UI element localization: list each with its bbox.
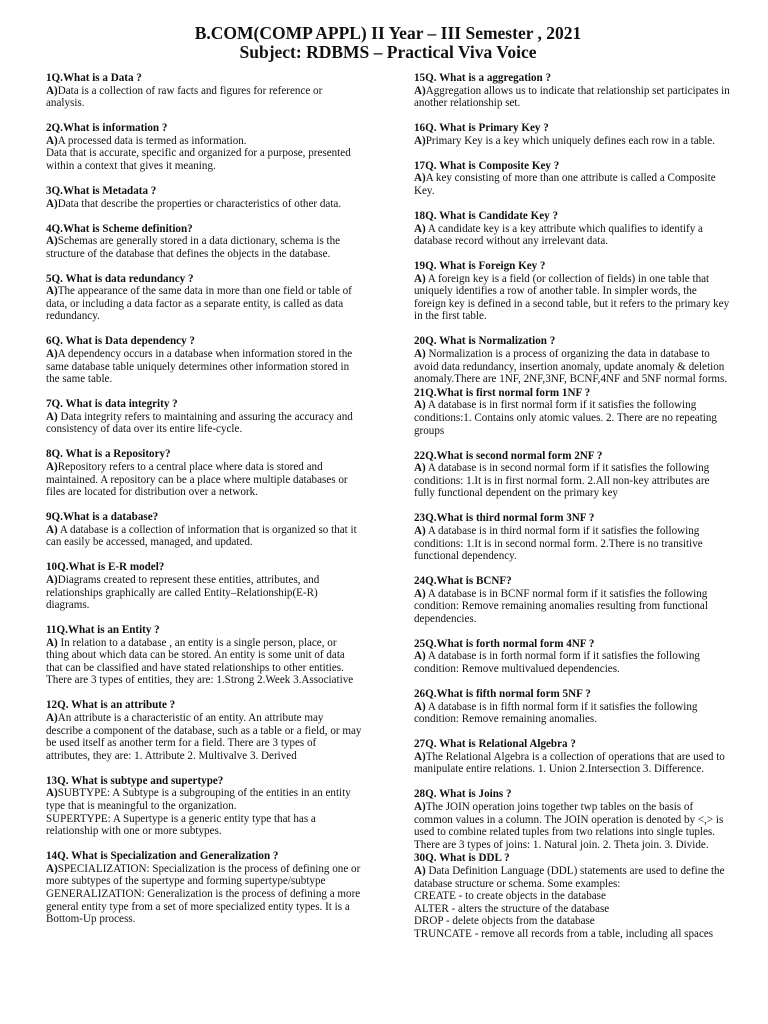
answer-text: Aggregation allows us to indicate that relationship set participates in another relationship set.	[414, 84, 730, 110]
question: 13Q. What is subtype and supertype?	[46, 774, 224, 787]
answer-line	[414, 928, 730, 941]
question: 9Q.What is a database?	[46, 511, 159, 524]
answer-line	[414, 915, 730, 928]
question: 8Q. What is a Repository?	[46, 448, 171, 461]
question: 12Q. What is an attribute ?	[46, 699, 176, 712]
answer	[46, 198, 362, 211]
answer-prefix: A)	[414, 750, 426, 763]
question: 4Q.What is Scheme definition?	[46, 222, 193, 235]
answer-prefix: A)	[46, 410, 58, 423]
answer-prefix: A)	[414, 587, 426, 600]
question: 1Q.What is a Data ?	[46, 72, 142, 84]
qa-columns	[46, 72, 730, 953]
answer-text: The appearance of the same data in more than one field or table of data, or including a data factor as a separate entity, is called as data redundancy.	[46, 285, 352, 323]
answer	[414, 85, 730, 110]
qa-item	[414, 738, 730, 776]
answer-prefix: A)	[46, 235, 58, 248]
answer-text: A database is in forth normal form if it satisfies the following condition: Remove multivalued dependencies.	[414, 650, 700, 676]
answer-text: A key consisting of more than one attribute is called a Composite Key.	[414, 172, 716, 197]
answer-prefix: A)	[414, 272, 426, 285]
qa-item	[414, 788, 730, 851]
answer-text: Primary Key is a key which uniquely defines each row in a table.	[425, 134, 715, 147]
qa-item	[46, 398, 362, 436]
answer-text: A database is in first normal form if it satisfies the following conditions:1. Contains only atomic values. 2. There are no repeating groups	[414, 399, 717, 437]
answer-text: The JOIN operation joins together twp tables on the basis of common values in a column. The JOIN operation is denoted by <,> is used to combine related tuples from two relations into single tuples. There are 3 types of joins: 1. Natural join. 2. Theta join. 3. Divide.	[414, 801, 724, 851]
answer-prefix: A)	[414, 462, 426, 475]
answer-text: ALTER - alters the structure of the database	[414, 902, 610, 915]
qa-item	[414, 387, 730, 437]
answer-prefix: A)	[46, 787, 58, 800]
qa-item	[46, 185, 362, 210]
question: 28Q. What is Joins ?	[414, 788, 512, 801]
right-column	[414, 72, 730, 953]
answer-text: SPECIALIZATION: Specialization is the process of defining one or more subtypes of the supertype and forming supertype/subtype	[46, 862, 361, 888]
document-header	[46, 24, 730, 62]
answer	[46, 135, 362, 148]
qa-item	[414, 260, 730, 323]
answer	[46, 461, 362, 499]
answer	[46, 712, 362, 762]
answer-prefix: A)	[414, 700, 426, 713]
qa-item	[414, 210, 730, 248]
answer-prefix: A)	[414, 864, 426, 877]
answer	[46, 524, 362, 549]
answer-text: Data that is accurate, specific and organized for a purpose, presented within a context that gives it meaning.	[46, 147, 351, 172]
answer	[414, 399, 730, 437]
answer-text: A database is in BCNF normal form if it satisfies the following condition: Remove remaining anomalies resulting from functional dependencies.	[414, 587, 708, 625]
answer	[46, 235, 362, 260]
question: 30Q. What is DDL ?	[414, 852, 510, 865]
qa-item	[46, 511, 362, 549]
question: 2Q.What is information ?	[46, 122, 168, 135]
answer-prefix: A)	[414, 348, 426, 361]
answer-text: Data is a collection of raw facts and figures for reference or analysis.	[46, 84, 323, 110]
answer	[46, 285, 362, 323]
answer-text: CREATE - to create objects in the database	[414, 890, 606, 903]
answer-prefix: A)	[46, 460, 58, 473]
qa-item	[414, 122, 730, 147]
answer-text: SUPERTYPE: A Supertype is a generic entity type that has a relationship with one or more subtypes.	[46, 812, 316, 838]
qa-item	[414, 852, 730, 940]
answer	[414, 588, 730, 626]
qa-item	[414, 512, 730, 562]
answer	[414, 462, 730, 500]
question: 18Q. What is Candidate Key ?	[414, 209, 559, 222]
answer-text: Repository refers to a central place where data is stored and maintained. A repository can be a place where multiple databases or files are located for distribution over a network.	[46, 460, 348, 499]
question: 5Q. What is data redundancy ?	[46, 272, 194, 285]
answer-prefix: A)	[46, 348, 58, 361]
answer-text: A candidate key is a key attribute which qualifies to identify a database record without any irrelevant data.	[414, 222, 703, 248]
answer-prefix: A)	[46, 197, 58, 210]
qa-item	[414, 575, 730, 625]
question: 14Q. What is Specialization and Generalization ?	[46, 850, 279, 863]
answer-text: Data integrity refers to maintaining and assuring the accuracy and consistency of data over its entire life-cycle.	[46, 410, 353, 436]
qa-item	[46, 273, 362, 323]
answer	[46, 348, 362, 386]
answer-text: GENERALIZATION: Generalization is the process of defining a more general entity type from a set of more specialized entity types. It is a Bottom-Up process.	[46, 887, 361, 926]
answer-prefix: A)	[414, 222, 426, 235]
question: 23Q.What is third normal form 3NF ?	[414, 512, 595, 525]
question: 25Q.What is forth normal form 4NF ?	[414, 637, 595, 650]
qa-item	[46, 122, 362, 172]
answer	[46, 574, 362, 612]
answer	[46, 85, 362, 110]
answer	[414, 273, 730, 323]
answer-text: A foreign key is a field (or collection of fields) in one table that uniquely identifies a row of another table. In simpler words, the foreign key is defined in a second table, but it refers to the primary key in the first table.	[414, 272, 730, 323]
answer-text: An attribute is a characteristic of an entity. An attribute may describe a component of the database, such as a table or a field, or may be used itself as another term for a field. There are 3 types of attributes, they are: 1. Attribute 2. Multivalve 3. Derived	[46, 712, 362, 762]
qa-item	[46, 699, 362, 762]
question: 27Q. What is Relational Algebra ?	[414, 738, 576, 751]
question: 10Q.What is E-R model?	[46, 561, 165, 574]
qa-item	[46, 850, 362, 926]
question: 19Q. What is Foreign Key ?	[414, 260, 546, 273]
qa-item	[414, 450, 730, 500]
answer-text: A database is in fifth normal form if it satisfies the following condition: Remove remaining anomalies.	[414, 700, 698, 726]
answer-text: Diagrams created to represent these entities, attributes, and relationships graphically are called Entity–Relationship(E-R) diagrams.	[46, 573, 320, 612]
answer	[414, 172, 730, 197]
answer-prefix: A)	[414, 801, 426, 813]
answer-text: A database is in third normal form if it satisfies the following conditions: 1.It is in second normal form. 2.There is no transitive functional dependency.	[414, 524, 703, 563]
answer-text: Data that describe the properties or characteristics of other data.	[57, 197, 342, 210]
answer-line	[46, 813, 362, 838]
question: 16Q. What is Primary Key ?	[414, 122, 549, 135]
question: 24Q.What is BCNF?	[414, 575, 512, 588]
answer-line	[414, 903, 730, 916]
answer-prefix: A)	[414, 524, 426, 537]
answer-prefix: A)	[414, 134, 426, 147]
answer-prefix: A)	[414, 84, 426, 97]
header-subject: Subject: RDBMS – Practical Viva Voice	[239, 42, 537, 62]
answer	[46, 637, 362, 687]
answer	[414, 525, 730, 563]
answer-prefix: A)	[46, 134, 58, 147]
qa-item	[46, 335, 362, 385]
answer	[414, 348, 730, 386]
question: 22Q.What is second normal form 2NF ?	[414, 449, 603, 462]
answer	[46, 411, 362, 436]
question: 3Q.What is Metadata ?	[46, 184, 157, 197]
answer	[414, 701, 730, 726]
answer-line	[46, 888, 362, 926]
question: 11Q.What is an Entity ?	[46, 624, 160, 637]
answer	[414, 135, 730, 148]
answer-prefix: A)	[46, 862, 58, 875]
answer-text: A database is a collection of information that is organized so that it can easily be accessed, managed, and updated.	[46, 523, 357, 549]
answer-text: SUBTYPE: A Subtype is a subgrouping of the entities in an entity type that is meaningful to the organization.	[46, 787, 351, 812]
answer-text: In relation to a database , an entity is a single person, place, or thing about which data can be stored. An entity is some unit of data that can be classified and have stated relationships to other entities. There are 3 types of entities, they are: 1.Strong 2.Week 3.Associative	[46, 636, 354, 687]
answer-prefix: A)	[414, 399, 426, 412]
answer-text: Schemas are generally stored in a data dictionary, schema is the structure of the database that defines the objects in the database.	[46, 235, 341, 260]
answer-text: The Relational Algebra is a collection of operations that are used to manipulate entire relations. 1. Union 2.Intersection 3. Difference.	[414, 750, 725, 776]
answer-text: TRUNCATE - remove all records from a table, including all spaces	[414, 927, 714, 940]
qa-item	[414, 335, 730, 385]
answer-text: DROP - delete objects from the database	[414, 915, 595, 928]
answer-prefix: A)	[46, 285, 58, 298]
answer	[414, 801, 730, 851]
header-title: B.COM(COMP APPL) II Year – III Semester , 2021	[194, 23, 582, 43]
qa-item	[414, 72, 730, 110]
question: 20Q. What is Normalization ?	[414, 335, 556, 348]
answer	[46, 863, 362, 888]
qa-item	[46, 775, 362, 838]
answer-line	[46, 147, 362, 172]
answer-prefix: A)	[46, 84, 58, 97]
question: 26Q.What is fifth normal form 5NF ?	[414, 688, 591, 701]
qa-item	[414, 160, 730, 198]
answer-prefix: A)	[46, 636, 58, 649]
answer-prefix: A)	[414, 650, 426, 663]
qa-item	[46, 624, 362, 687]
answer-prefix: A)	[414, 172, 426, 185]
question: 15Q. What is a aggregation ?	[414, 72, 552, 84]
qa-item	[46, 223, 362, 261]
qa-item	[46, 72, 362, 110]
answer-prefix: A)	[46, 712, 58, 725]
answer	[414, 650, 730, 675]
answer-text: A database is in second normal form if it satisfies the following conditions: 1.It is in first normal form. 2.All non-key attributes are fully functional dependent on the primary key	[414, 462, 710, 500]
qa-item	[46, 448, 362, 498]
answer	[46, 787, 362, 812]
answer	[414, 223, 730, 248]
answer-text: Normalization is a process of organizing the data in database to avoid data redundancy, insertion anomaly, update anomaly & deletion anomaly.There are 1NF, 2NF,3NF, BCNF,4NF and 5NF normal forms.	[414, 348, 728, 386]
answer-prefix: A)	[46, 523, 58, 536]
answer	[414, 751, 730, 776]
answer-line	[414, 890, 730, 903]
question: 7Q. What is data integrity ?	[46, 398, 178, 411]
question: 17Q. What is Composite Key ?	[414, 159, 560, 172]
answer	[414, 865, 730, 890]
qa-item	[414, 688, 730, 726]
answer-text: A dependency occurs in a database when information stored in the same database table uniquely determines other information stored in the same table.	[46, 348, 353, 386]
question: 21Q.What is first normal form 1NF ?	[414, 386, 591, 399]
answer-text: A processed data is termed as information.	[57, 134, 247, 147]
answer-prefix: A)	[46, 573, 58, 586]
qa-item	[46, 561, 362, 611]
qa-item	[414, 638, 730, 676]
answer-text: Data Definition Language (DDL) statements are used to define the database structure or schema. Some examples:	[414, 864, 725, 890]
question: 6Q. What is Data dependency ?	[46, 335, 195, 348]
left-column	[46, 72, 362, 953]
